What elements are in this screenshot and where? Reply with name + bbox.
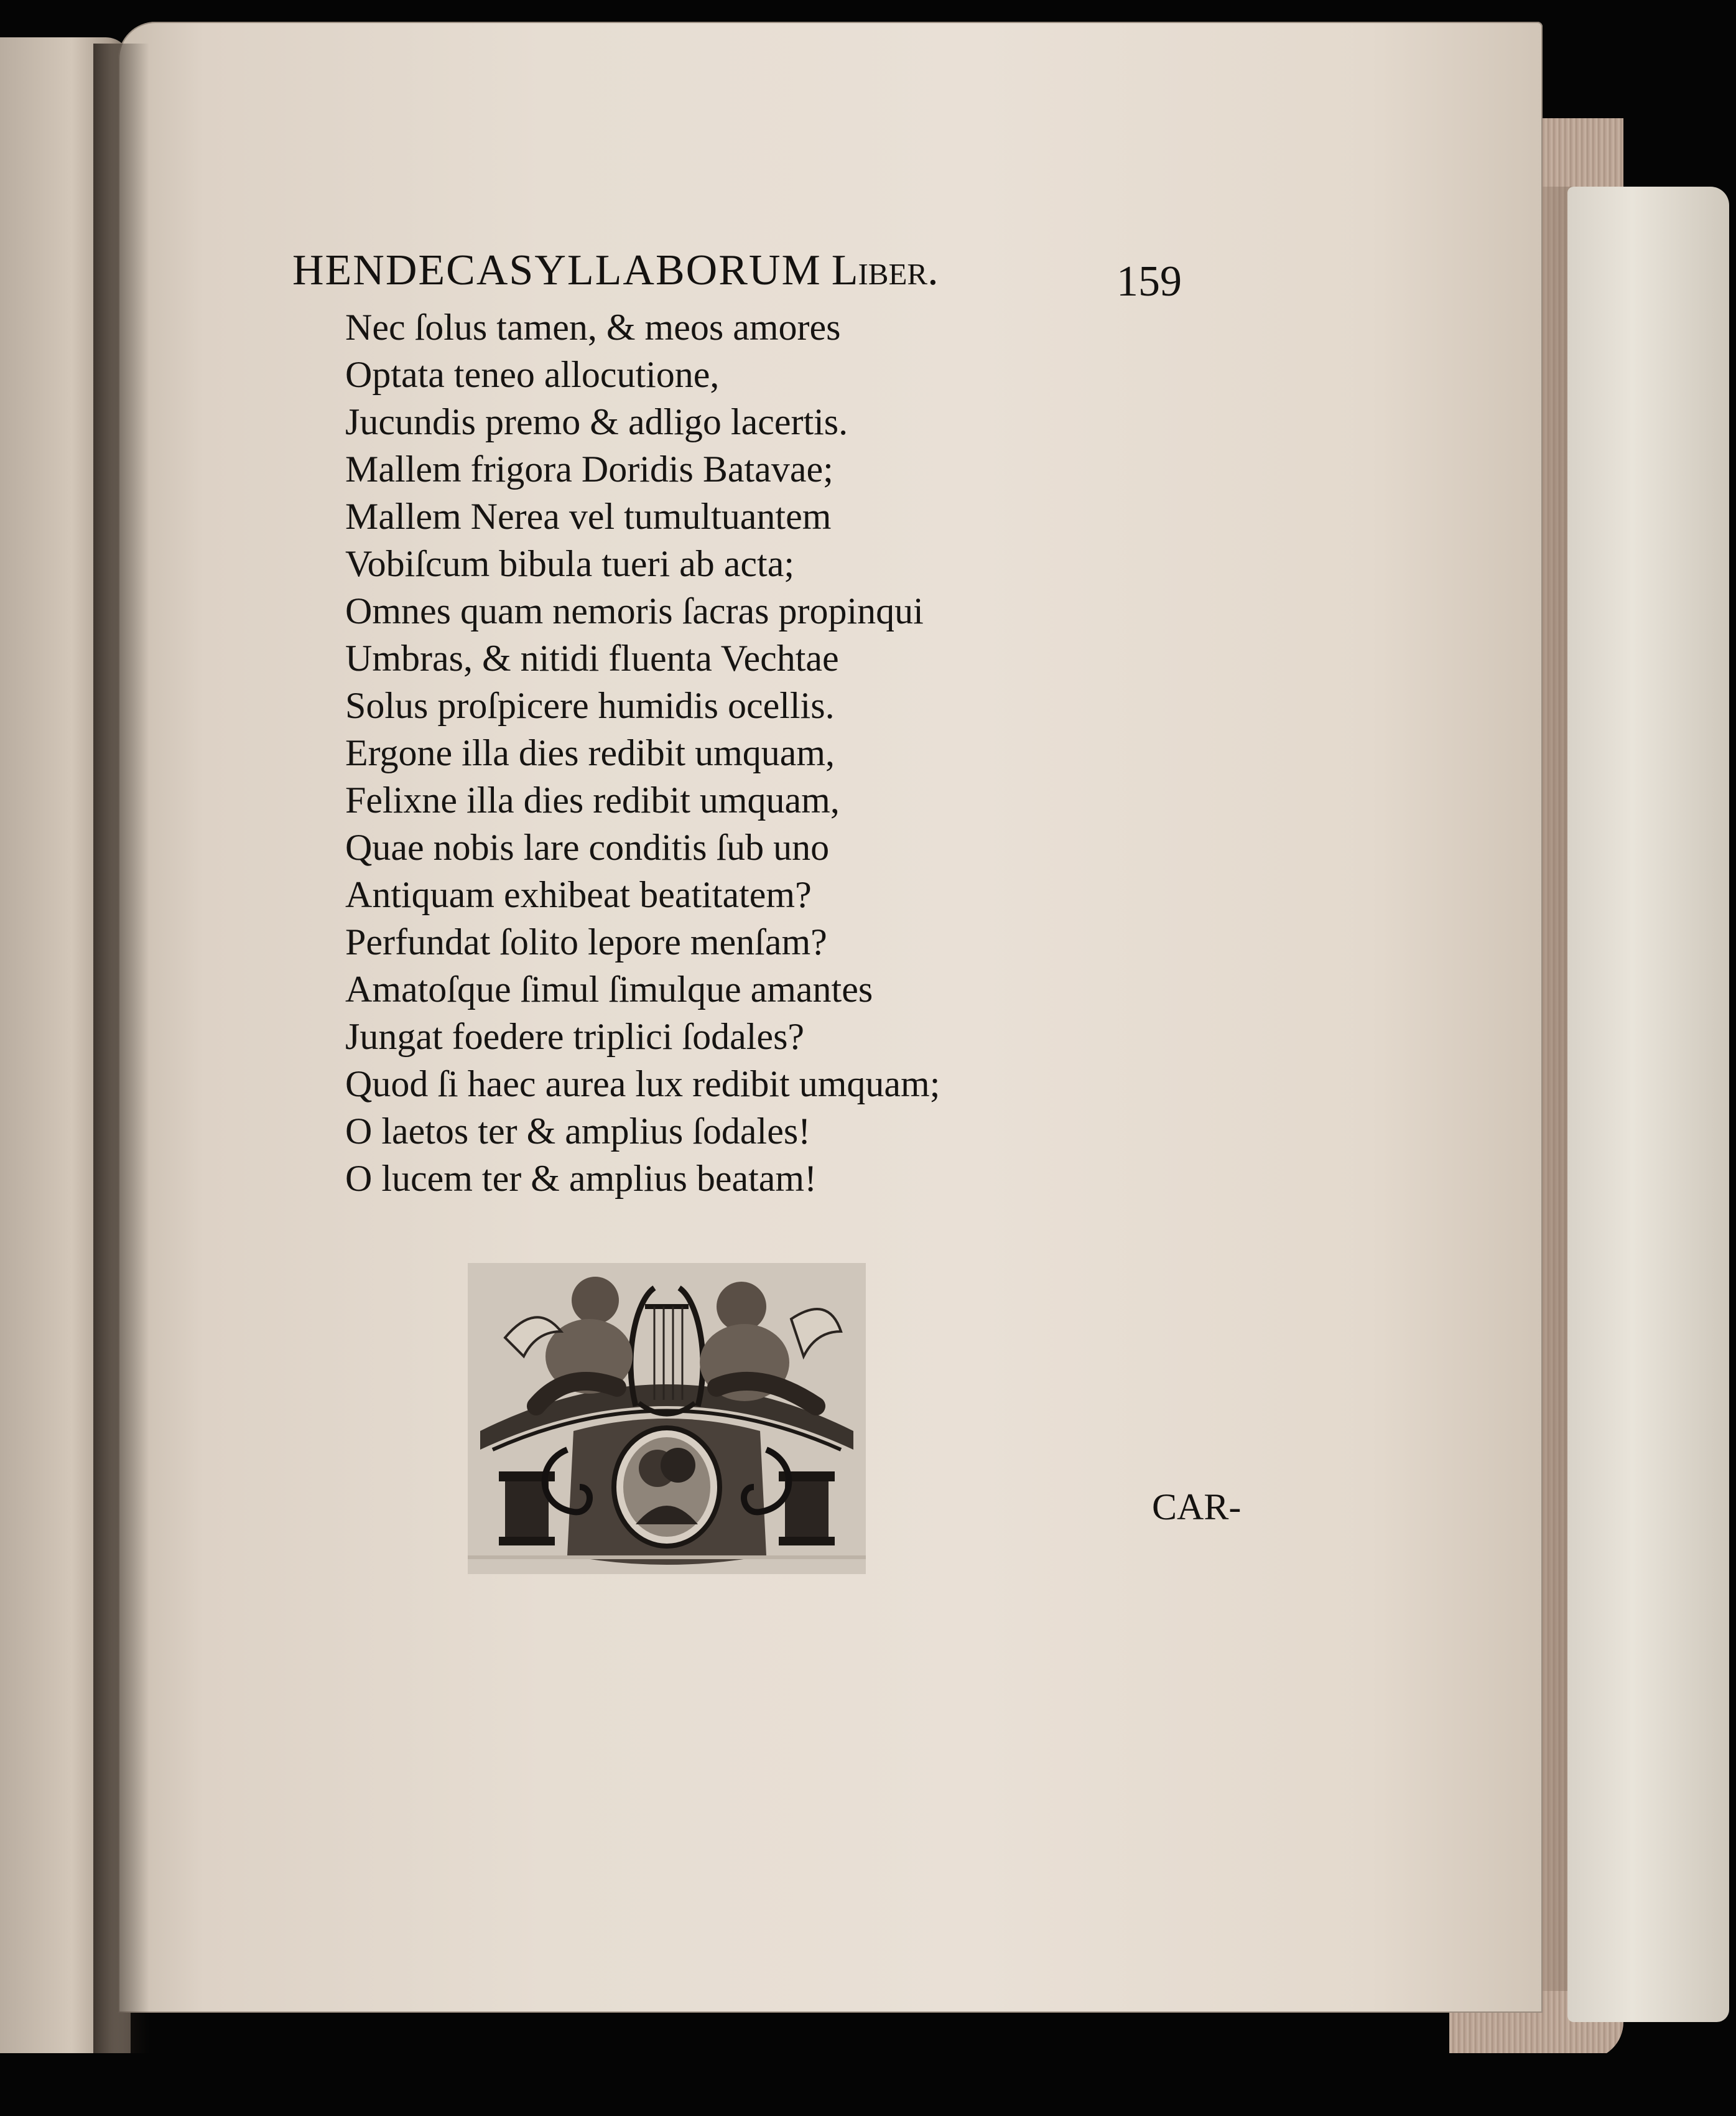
verse-line: Felixne illa dies redibit umquam,: [345, 780, 840, 821]
verse-line: Omnes quam nemoris ſacras propinqui: [345, 590, 924, 632]
verse-line: O laetos ter & amplius ſodales!: [345, 1111, 811, 1152]
verse-line: Jucundis premo & adligo lacertis.: [345, 401, 848, 442]
verse-line: Antiquam exhibeat beatitatem?: [345, 874, 812, 915]
poem-verses: [345, 304, 1216, 1202]
verse-line: Ergone illa dies redibit umquam,: [345, 732, 835, 773]
verse-line: Perfundat ſolito lepore menſam?: [345, 921, 827, 962]
running-head-title: HENDECASYLLABORUM: [292, 246, 822, 294]
verse-line: Vobiſcum bibula tueri ab acta;: [345, 543, 795, 584]
verse-line: O lucem ter & amplius beatam!: [345, 1158, 817, 1199]
verse-line: Amatoſque ſimul ſimulque amantes: [345, 969, 873, 1010]
verse-line: Nec ſolus tamen, & meos amores: [345, 307, 841, 348]
verse-line: Mallem frigora Doridis Batavae;: [345, 449, 833, 490]
verse-line: Jungat foedere triplici ſodales?: [345, 1016, 805, 1057]
verse-line: Optata teneo allocutione,: [345, 354, 720, 395]
book-cover-board: [1567, 187, 1729, 2022]
catchword: CAR-: [1152, 1486, 1242, 1527]
gutter-shadow: [93, 44, 149, 2078]
engraved-vignette-icon: [468, 1263, 866, 1574]
verse-line: Quod ſi haec aurea lux redibit umquam;: [345, 1063, 940, 1104]
verse-line: Solus proſpicere humidis ocellis.: [345, 685, 835, 726]
page-number: 159: [1116, 258, 1182, 305]
verse-line: Umbras, & nitidi fluenta Vechtae: [345, 638, 839, 679]
running-head-liber: Liber.: [831, 246, 939, 294]
verse-line: Mallem Nerea vel tumultuantem: [345, 496, 832, 537]
background-bottom: [0, 2053, 1736, 2116]
verse-line: Quae nobis lare conditis ſub uno: [345, 827, 830, 868]
running-head: [292, 246, 1182, 305]
